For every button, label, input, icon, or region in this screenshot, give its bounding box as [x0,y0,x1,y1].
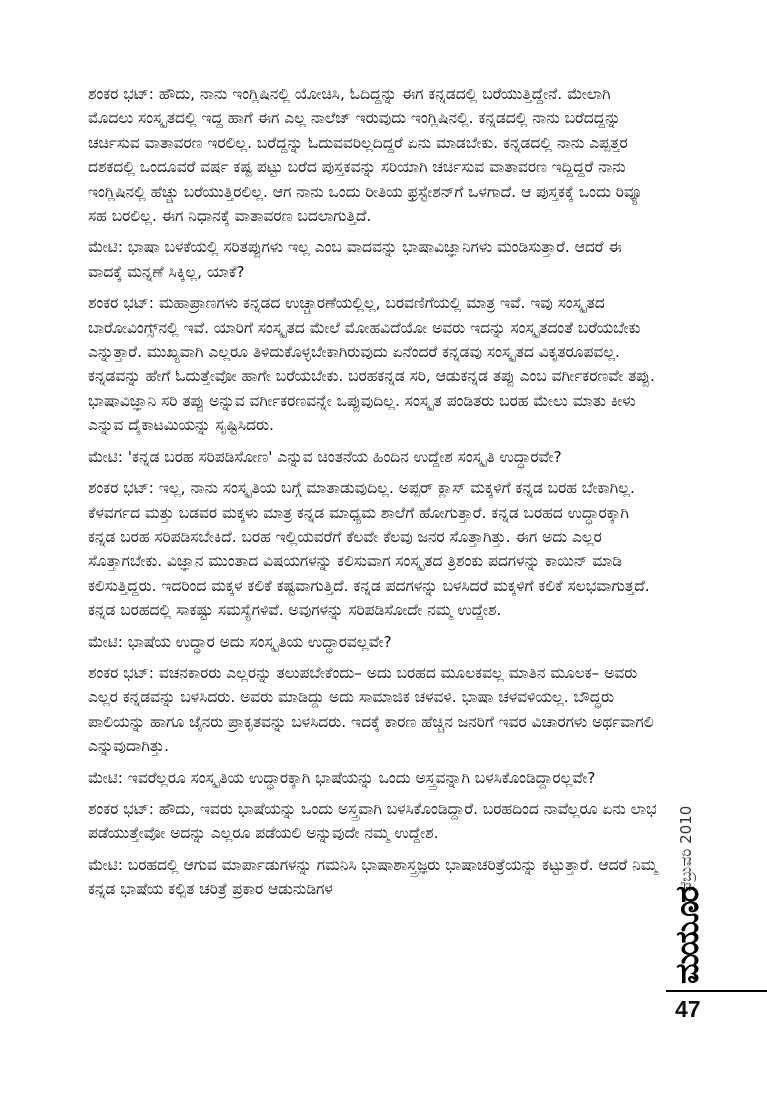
paragraph-3: ಶಂಕರ ಭಟ್: ಮಹಾಪ್ರಾಣಗಳು ಕನ್ನಡದ ಉಚ್ಚಾರಣೆಯಲ್ಲಿಲ್ಲ, ಬರವಣಿಗೆಯಲ್ಲಿ ಮಾತ್ರ ಇವೆ. ಇವು ಸಂಸ್ಕೃತದ ಬಾರೋವಿಂಗ್ಸ್‌ನಲ್ಲಿ ಇವೆ. ಯಾರಿಗೆ ಸಂಸ್ಕೃತದ ಮೇಲೆ ಮೋಹವಿದೆಯೋ ಅವರು ಇದನ್ನು ಸಂಸ್ಕೃತದಂತೆ ಬರೆಯಬೇಕು ಎನ್ನುತ್ತಾರೆ. ಮುಖ್ಯವಾಗಿ ಎಲ್ಲರೂ ತಿಳಿದುಕೊಳ್ಳಬೇಕಾಗಿರುವುದು ಏನೆಂದರೆ ಕನ್ನಡವು ಸಂಸ್ಕೃತದ ವಿಕೃತರೂಪವಲ್ಲ. ಕನ್ನಡವನ್ನು ಹೇಗೆ ಓದುತ್ತೇವೋ ಹಾಗೇ ಬರೆಯಬೇಕು. ಬರಹಕನ್ನಡ ಸರಿ, ಆಡುಕನ್ನಡ ತಪ್ಪು ಎಂಬ ವರ್ಗೀಕರಣವೇ ತಪ್ಪು. ಭಾಷಾವಿಜ್ಞಾನಿ ಸರಿ ತಪ್ಪು ಅನ್ನುವ ವರ್ಗೀಕರಣವನ್ನೇ ಒಪ್ಪುವುದಿಲ್ಲ. ಸಂಸ್ಕೃತ ಪಂಡಿತರು ಬರಹ ಮೇಲು ಮಾತು ಕೀಳು ಎನ್ನುವ ದೈಕಾಟಮಿಯನ್ನು ಸೃಷ್ಟಿಸಿದರು. [88,294,655,435]
paragraph-7: ಶಂಕರ ಭಟ್: ವಚನಕಾರರು ಎಲ್ಲರನ್ನು ತಲುಪಬೇಕೆಂದು– ಅದು ಬರಹದ ಮೂಲಕವಲ್ಲ ಮಾತಿನ ಮೂಲಕ– ಅವರು ಎಲ್ಲರ ಕನ್ನಡವನ್ನು ಬಳಸಿದರು. ಅವರು ಮಾಡಿದ್ದು ಅದು ಸಾಮಾಜಿಕ ಚಳವಳಿ. ಭಾಷಾ ಚಳವಳಿಯಲ್ಲ. ಬೌದ್ಧರು ಪಾಲಿಯನ್ನು ಹಾಗೂ ಜೈನರು ಪ್ರಾಕೃತವನ್ನು ಬಳಸಿದರು. ಇದಕ್ಕೆ ಕಾರಣ ಹೆಚ್ಚಿನ ಜನರಿಗೆ ಇವರ ವಿಚಾರಗಳು ಅರ್ಥವಾಗಲಿ ಎನ್ನುವುದಾಗಿತ್ತು. [88,663,654,756]
paragraph-2: ಮೇಟಿ: ಭಾಷಾ ಬಳಕೆಯಲ್ಲಿ ಸರಿತಪ್ಪುಗಳು ಇಲ್ಲ ಎಂಬ ವಾದವನ್ನು ಭಾಷಾವಿಜ್ಞಾನಿಗಳು ಮಂಡಿಸುತ್ತಾರೆ. ಆದರೆ ಈ ವಾದಕ್ಕೆ ಮನ್ನಣೆ ಸಿಕ್ಕಿಲ್ಲ, ಯಾಕೆ? [88,238,622,281]
paragraph-5: ಶಂಕರ ಭಟ್: ಇಲ್ಲ, ನಾನು ಸಂಸ್ಕೃತಿಯ ಬಗ್ಗೆ ಮಾತಾಡುವುದಿಲ್ಲ. ಅಪ್ಪರ್ ಕ್ಲಾಸ್ ಮಕ್ಕಳಿಗೆ ಕನ್ನಡ ಬರಹ ಬೇಕಾಗಿಲ್ಲ. ಕೆಳವರ್ಗದ ಮತ್ತು ಬಡವರ ಮಕ್ಕಳು ಮಾತ್ರ ಕನ್ನಡ ಮಾಧ್ಯಮ ಶಾಲೆಗೆ ಹೋಗುತ್ತಾರೆ. ಕನ್ನಡ ಬರಹದ ಉದ್ಧಾರಕ್ಕಾಗಿ ಕನ್ನಡ ಬರಹ ಸರಿಪಡಿಸಬೇಕಿದೆ. ಬರಹ ಇಲ್ಲಿಯವರೆಗೆ ಕೆಲವೇ ಕೆಲವು ಜನರ ಸೊತ್ತಾಗಿತ್ತು. ಈಗ ಅದು ಎಲ್ಲರ ಸೊತ್ತಾಗಬೇಕು. ವಿಜ್ಞಾನ ಮುಂತಾದ ವಿಷಯಗಳನ್ನು ಕಲಿಸುವಾಗ ಸಂಸ್ಕೃತದ ತ್ರಿಶಂಕು ಪದಗಳನ್ನು ಕಾಯಿನ್ ಮಾಡಿ ಕಲಿಸುತ್ತಿದ್ದರು. ಇದರಿಂದ ಮಕ್ಕಳ ಕಲಿಕೆ ಕಷ್ಟವಾಗುತ್ತಿದೆ. ಕನ್ನಡ ಪದಗಳನ್ನು ಬಳಸಿದರೆ ಮಕ್ಕಳಿಗೆ ಕಲಿಕೆ ಸಲಭವಾಗುತ್ತದೆ. ಕನ್ನಡ ಬರಹದಲ್ಲಿ ಸಾಕಷ್ಟು ಸಮಸ್ಯೆಗಳಿವೆ. ಅವುಗಳನ್ನು ಸರಿಪಡಿಸೋದೇ ನಮ್ಮ ಉದ್ದೇಶ. [88,479,650,620]
paragraph-10: ಮೇಟಿ: ಬರಹದಲ್ಲಿ ಆಗುವ ಮಾರ್ಪಾಡುಗಳನ್ನು ಗಮನಿಸಿ ಭಾಷಾಶಾಸ್ತ್ರಜ್ಞರು ಭಾಷಾಚರಿತ್ರೆಯನ್ನು ಕಟ್ಟುತ್ತಾರೆ. ಆದರೆ ನಿಮ್ಮ ಕನ್ನಡ ಭಾಷೆಯ ಕಲ್ಪಿತ ಚರಿತ್ರೆ ಪ್ರಕಾರ ಆಡುನುಡಿಗಳ [88,855,658,899]
paragraph-4: ಮೇಟಿ: 'ಕನ್ನಡ ಬರಹ ಸರಿಪಡಿಸೋಣ' ಎನ್ನುವ ಚಿಂತನೆಯ ಹಿಂದಿನ ಉದ್ದೇಶ ಸಂಸ್ಕೃತಿ ಉದ್ಧಾರವೇ? [88,447,562,466]
paragraph-8: ಮೇಟಿ: ಇವರೆಲ್ಲರೂ ಸಂಸ್ಕೃತಿಯ ಉದ್ಧಾರಕ್ಕಾಗಿ ಭಾಷೆಯನ್ನು ಒಂದು ಅಸ್ತ್ರವನ್ನಾಗಿ ಬಳಸಿಕೊಂಡಿದ್ದಾರಲ್ಲವೇ? [88,768,596,787]
paragraph-9: ಶಂಕರ ಭಟ್: ಹೌದು, ಇವರು ಭಾಷೆಯನ್ನು ಒಂದು ಅಸ್ತ್ರವಾಗಿ ಬಳಸಿಕೊಂಡಿದ್ದಾರೆ. ಬರಹದಿಂದ ನಾವೆಲ್ಲರೂ ಏನು ಲಾಭ ಪಡೆಯುತ್ತೇವೋ ಅದನ್ನು ಎಲ್ಲರೂ ಪಡೆಯಲಿ ಅನ್ನುವುದೇ ನಮ್ಮ ಉದ್ದೇಶ. [88,799,657,843]
article-body [88,82,660,909]
paragraph-1: ಶಂಕರ ಭಟ್: ಹೌದು, ನಾನು ಇಂಗ್ಲಿಷಿನಲ್ಲಿ ಯೋಚಿಸಿ, ಓದಿದ್ದನ್ನು ಈಗ ಕನ್ನಡದಲ್ಲಿ ಬರೆಯುತ್ತಿದ್ದೇನೆ. ಮೇಲಾಗಿ ಮೊದಲು ಸಂಸ್ಕೃತದಲ್ಲಿ ಇದ್ದ ಹಾಗೆ ಈಗ ಎಲ್ಲ ನಾಲೆಜ್ ಇರುವುದು ಇಂಗ್ಲಿಷಿನಲ್ಲಿ. ಕನ್ನಡದಲ್ಲಿ ನಾನು ಬರೆದದ್ದನ್ನು ಚರ್ಚಿಸುವ ವಾತಾವರಣ ಇರಲಿಲ್ಲ. ಬರೆದ್ದನ್ನು ಓದುವವರಿಲ್ಲದಿದ್ದರೆ ಏನು ಮಾಡಬೇಕು. ಕನ್ನಡದಲ್ಲಿ ನಾನು ಎಪ್ಪತ್ತರ ದಶಕದಲ್ಲಿ ಒಂದೂವರೆ ವರ್ಷ ಕಷ್ಟ ಪಟ್ಟು ಬರೆದ ಪುಸ್ತಕವನ್ನು ಸರಿಯಾಗಿ ಚರ್ಚಿಸುವ ವಾತಾವರಣ ಇದ್ದಿದ್ದರೆ ನಾನು ಇಂಗ್ಲಿಷಿನಲ್ಲಿ ಹೆಚ್ಚು ಬರೆಯುತ್ತಿರಲಿಲ್ಲ. ಆಗ ನಾನು ಒಂದು ರೀತಿಯ ಫ್ರಸ್ಟೇಶನ್‌ಗೆ ಒಳಗಾದೆ. ಆ ಪುಸ್ತಕಕ್ಕೆ ಒಂದು ರಿವ್ಯೂ ಸಹ ಬರಲಿಲ್ಲ. ಈಗ ನಿಧಾನಕ್ಕೆ ವಾತಾವರಣ ಬದಲಾಗುತ್ತಿದೆ. [88,85,643,226]
issue-date: ಫೆಬ್ರುವರಿ 2010 [677,805,695,892]
magazine-logo: ಮಯೂರ [668,887,706,984]
page-number: 47 [675,996,701,1022]
footer-divider [666,990,767,992]
paragraph-6: ಮೇಟಿ: ಭಾಷೆಯ ಉದ್ಧಾರ ಅದು ಸಂಸ್ಕೃತಿಯ ಉದ್ಧಾರವಲ್ಲವೇ? [88,632,392,651]
